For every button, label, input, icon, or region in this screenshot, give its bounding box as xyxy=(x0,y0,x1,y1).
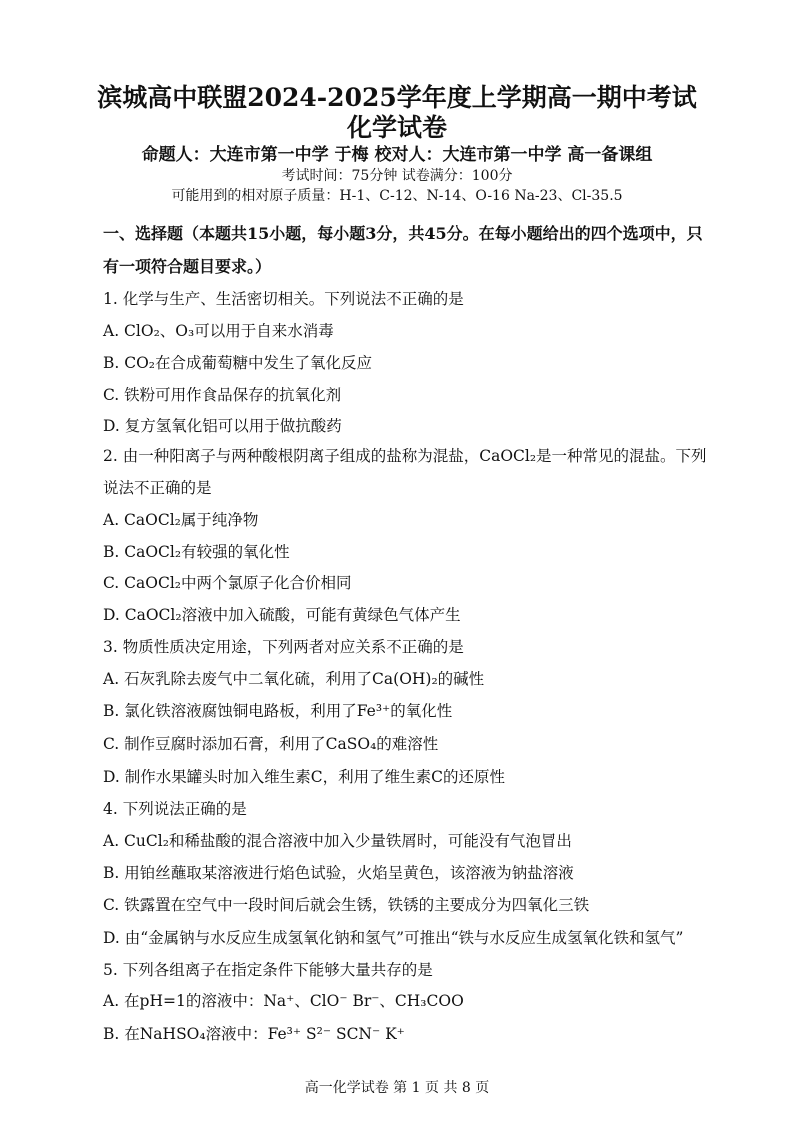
question-3-option-a: A. 石灰乳除去废气中二氧化硫，利用了Ca(OH)₂的碱性 xyxy=(103,670,485,688)
section-heading-line1: 一、选择题（本题共15小题，每小题3分，共45分。在每小题给出的四个选项中，只 xyxy=(103,224,703,243)
question-2-stem-line1: 2. 由一种阳离子与两种酸根阴离子组成的盐称为混盐，CaOCl₂是一种常见的混盐。下列 xyxy=(103,447,707,465)
question-3-option-d: D. 制作水果罐头时加入维生素C，利用了维生素C的还原性 xyxy=(103,768,505,786)
question-5-option-b: B. 在NaHSO₄溶液中：Fe³⁺ S²⁻ SCN⁻ K⁺ xyxy=(103,1025,405,1043)
section-heading-line2: 有一项符合题目要求。） xyxy=(103,257,272,276)
question-2-stem-line2: 说法不正确的是 xyxy=(103,479,212,497)
question-2-option-b: B. CaOCl₂有较强的氧化性 xyxy=(103,543,290,561)
question-1-option-b: B. CO₂在合成葡萄糖中发生了氧化反应 xyxy=(103,354,373,372)
question-3-option-b: B. 氯化铁溶液腐蚀铜电路板，利用了Fe³⁺的氧化性 xyxy=(103,702,453,720)
subject-title: 化学试卷 xyxy=(346,113,447,142)
page-footer: 高一化学试卷 第 1 页 共 8 页 xyxy=(304,1080,490,1096)
question-3-stem: 3. 物质性质决定用途，下列两者对应关系不正确的是 xyxy=(103,638,464,656)
question-1-stem: 1. 化学与生产、生活密切相关。下列说法不正确的是 xyxy=(103,290,464,308)
question-5-stem: 5. 下列各组离子在指定条件下能够大量共存的是 xyxy=(103,961,433,979)
question-1-option-a: A. ClO₂、O₃可以用于自来水消毒 xyxy=(103,322,334,340)
exam-title: 滨城高中联盟2024-2025学年度上学期高一期中考试 xyxy=(97,83,697,112)
question-4-option-d: D. 由“金属钠与水反应生成氢氧化钠和氢气”可推出“铁与水反应生成氢氧化铁和氢气” xyxy=(103,929,684,947)
atomic-masses: 可能用到的相对原子质量：H-1、C-12、N-14、O-16 Na-23、Cl-35.5 xyxy=(171,188,623,204)
question-4-option-c: C. 铁露置在空气中一段时间后就会生锈，铁锈的主要成分为四氧化三铁 xyxy=(103,896,590,914)
question-4-option-a: A. CuCl₂和稀盐酸的混合溶液中加入少量铁屑时，可能没有气泡冒出 xyxy=(103,832,572,850)
question-2-option-c: C. CaOCl₂中两个氯原子化合价相同 xyxy=(103,574,352,592)
question-5-option-a: A. 在pH=1的溶液中：Na⁺、ClO⁻ Br⁻、CH₃COO xyxy=(103,992,464,1010)
question-4-option-b: B. 用铂丝蘸取某溶液进行焰色试验，火焰呈黄色，该溶液为钠盐溶液 xyxy=(103,864,574,882)
question-3-option-c: C. 制作豆腐时添加石膏，利用了CaSO₄的难溶性 xyxy=(103,735,439,753)
question-2-option-d: D. CaOCl₂溶液中加入硫酸，可能有黄绿色气体产生 xyxy=(103,606,461,624)
authors-line: 命题人：大连市第一中学 于梅 校对人：大连市第一中学 高一备课组 xyxy=(141,145,653,165)
question-1-option-d: D. 复方氢氧化铝可以用于做抗酸药 xyxy=(103,417,342,435)
question-1-option-c: C. 铁粉可用作食品保存的抗氧化剂 xyxy=(103,386,342,404)
question-4-stem: 4. 下列说法正确的是 xyxy=(103,800,247,818)
exam-info: 考试时间：75分钟 试卷满分：100分 xyxy=(281,168,513,184)
question-2-option-a: A. CaOCl₂属于纯净物 xyxy=(103,511,259,529)
